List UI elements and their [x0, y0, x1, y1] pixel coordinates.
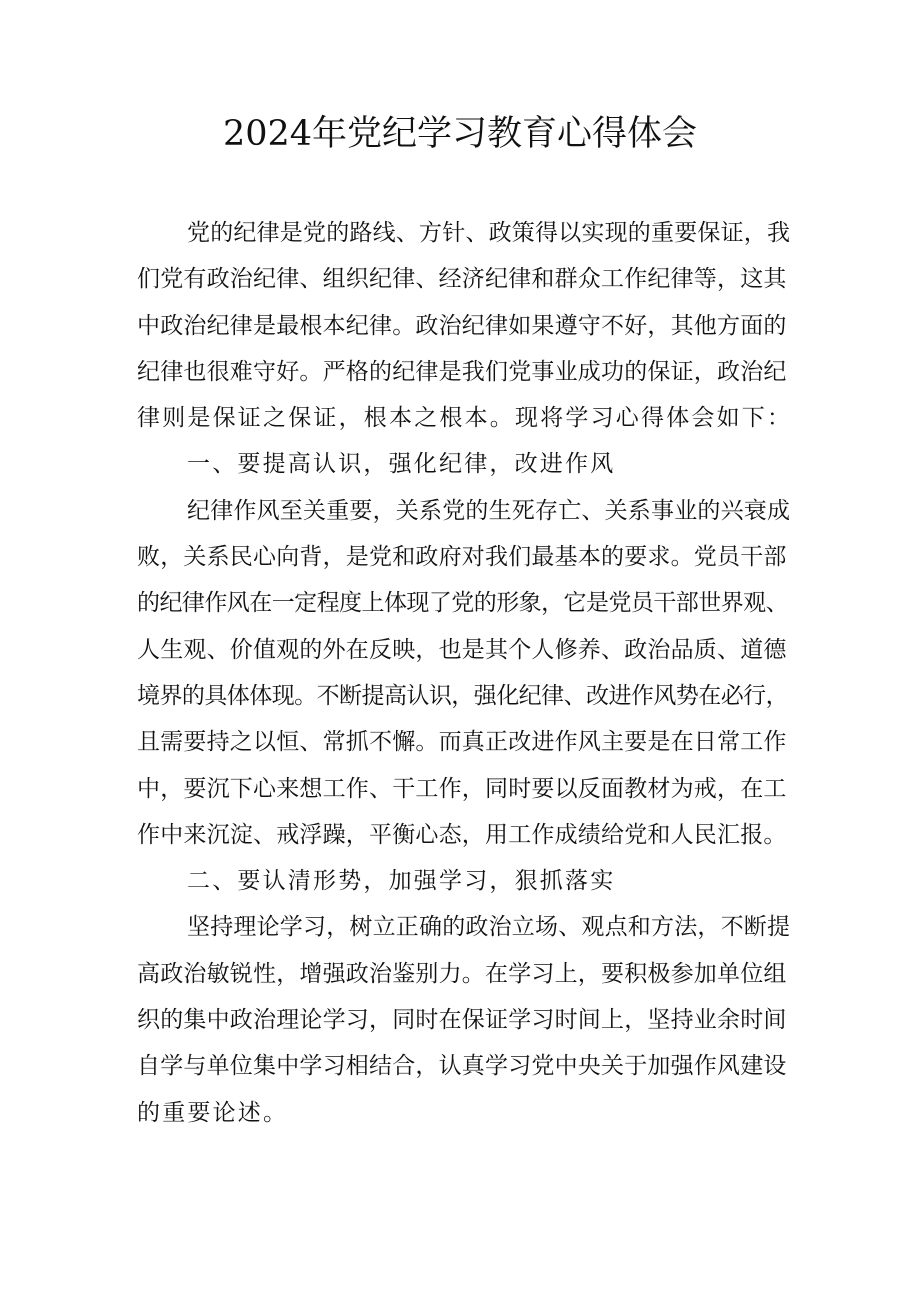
- document-body: [137, 210, 792, 1136]
- text-line: 且需要持之以恒、常抓不懈。而真正改进作风主要是在日常工作: [137, 729, 787, 756]
- text-line: 中，要沉下心来想工作、干工作，同时要以反面教材为戒，在工: [137, 775, 787, 802]
- text-line: 高政治敏锐性，增强政治鉴别力。在学习上，要积极参加单位组: [137, 960, 787, 987]
- section-heading-2: 二、要认清形势，加强学习，狠抓落实: [187, 868, 616, 895]
- text-line: 败，关系民心向背，是党和政府对我们最基本的要求。党员干部: [137, 544, 787, 571]
- text-line: 党的纪律是党的路线、方针、政策得以实现的重要保证，我: [187, 220, 791, 246]
- document-title: 2024年党纪学习教育心得体会: [222, 114, 698, 154]
- intro-paragraph: [137, 210, 792, 441]
- text-line: 坚持理论学习，树立正确的政治立场、观点和方法，不断提: [187, 914, 791, 941]
- text-line: 纪律作风至关重要，关系党的生死存亡、关系事业的兴衰成: [187, 497, 791, 524]
- text-line: 中政治纪律是最根本纪律。政治纪律如果遵守不好，其他方面的: [137, 312, 787, 339]
- section-1-paragraph: [137, 488, 792, 858]
- text-line: 们党有政治纪律、组织纪律、经济纪律和群众工作纪律等，这其: [137, 266, 787, 293]
- text-line: 自学与单位集中学习相结合，认真学习党中央关于加强作风建设: [137, 1053, 787, 1080]
- text-line: 的重要论述。: [137, 1099, 289, 1126]
- text-line: 的纪律作风在一定程度上体现了党的形象，它是党员干部世界观、: [137, 590, 789, 617]
- section-2-paragraph: [137, 904, 792, 1135]
- text-line: 作中来沉淀、戒浮躁，平衡心态，用工作成绩给党和人民汇报。: [137, 821, 787, 848]
- section-heading-1: 一、要提高认识，强化纪律，改进作风: [187, 451, 616, 478]
- text-line: 境界的具体体现。不断提高认识，强化纪律、改进作风势在必行，: [137, 682, 789, 709]
- text-line: 纪律也很难守好。严格的纪律是我们党事业成功的保证，政治纪: [137, 358, 787, 385]
- text-line: 织的集中政治理论学习，同时在保证学习时间上，坚持业余时间: [137, 1007, 787, 1034]
- text-line: 律则是保证之保证，根本之根本。现将学习心得体会如下：: [137, 405, 793, 432]
- text-line: 人生观、价值观的外在反映，也是其个人修养、政治品质、道德: [137, 636, 787, 663]
